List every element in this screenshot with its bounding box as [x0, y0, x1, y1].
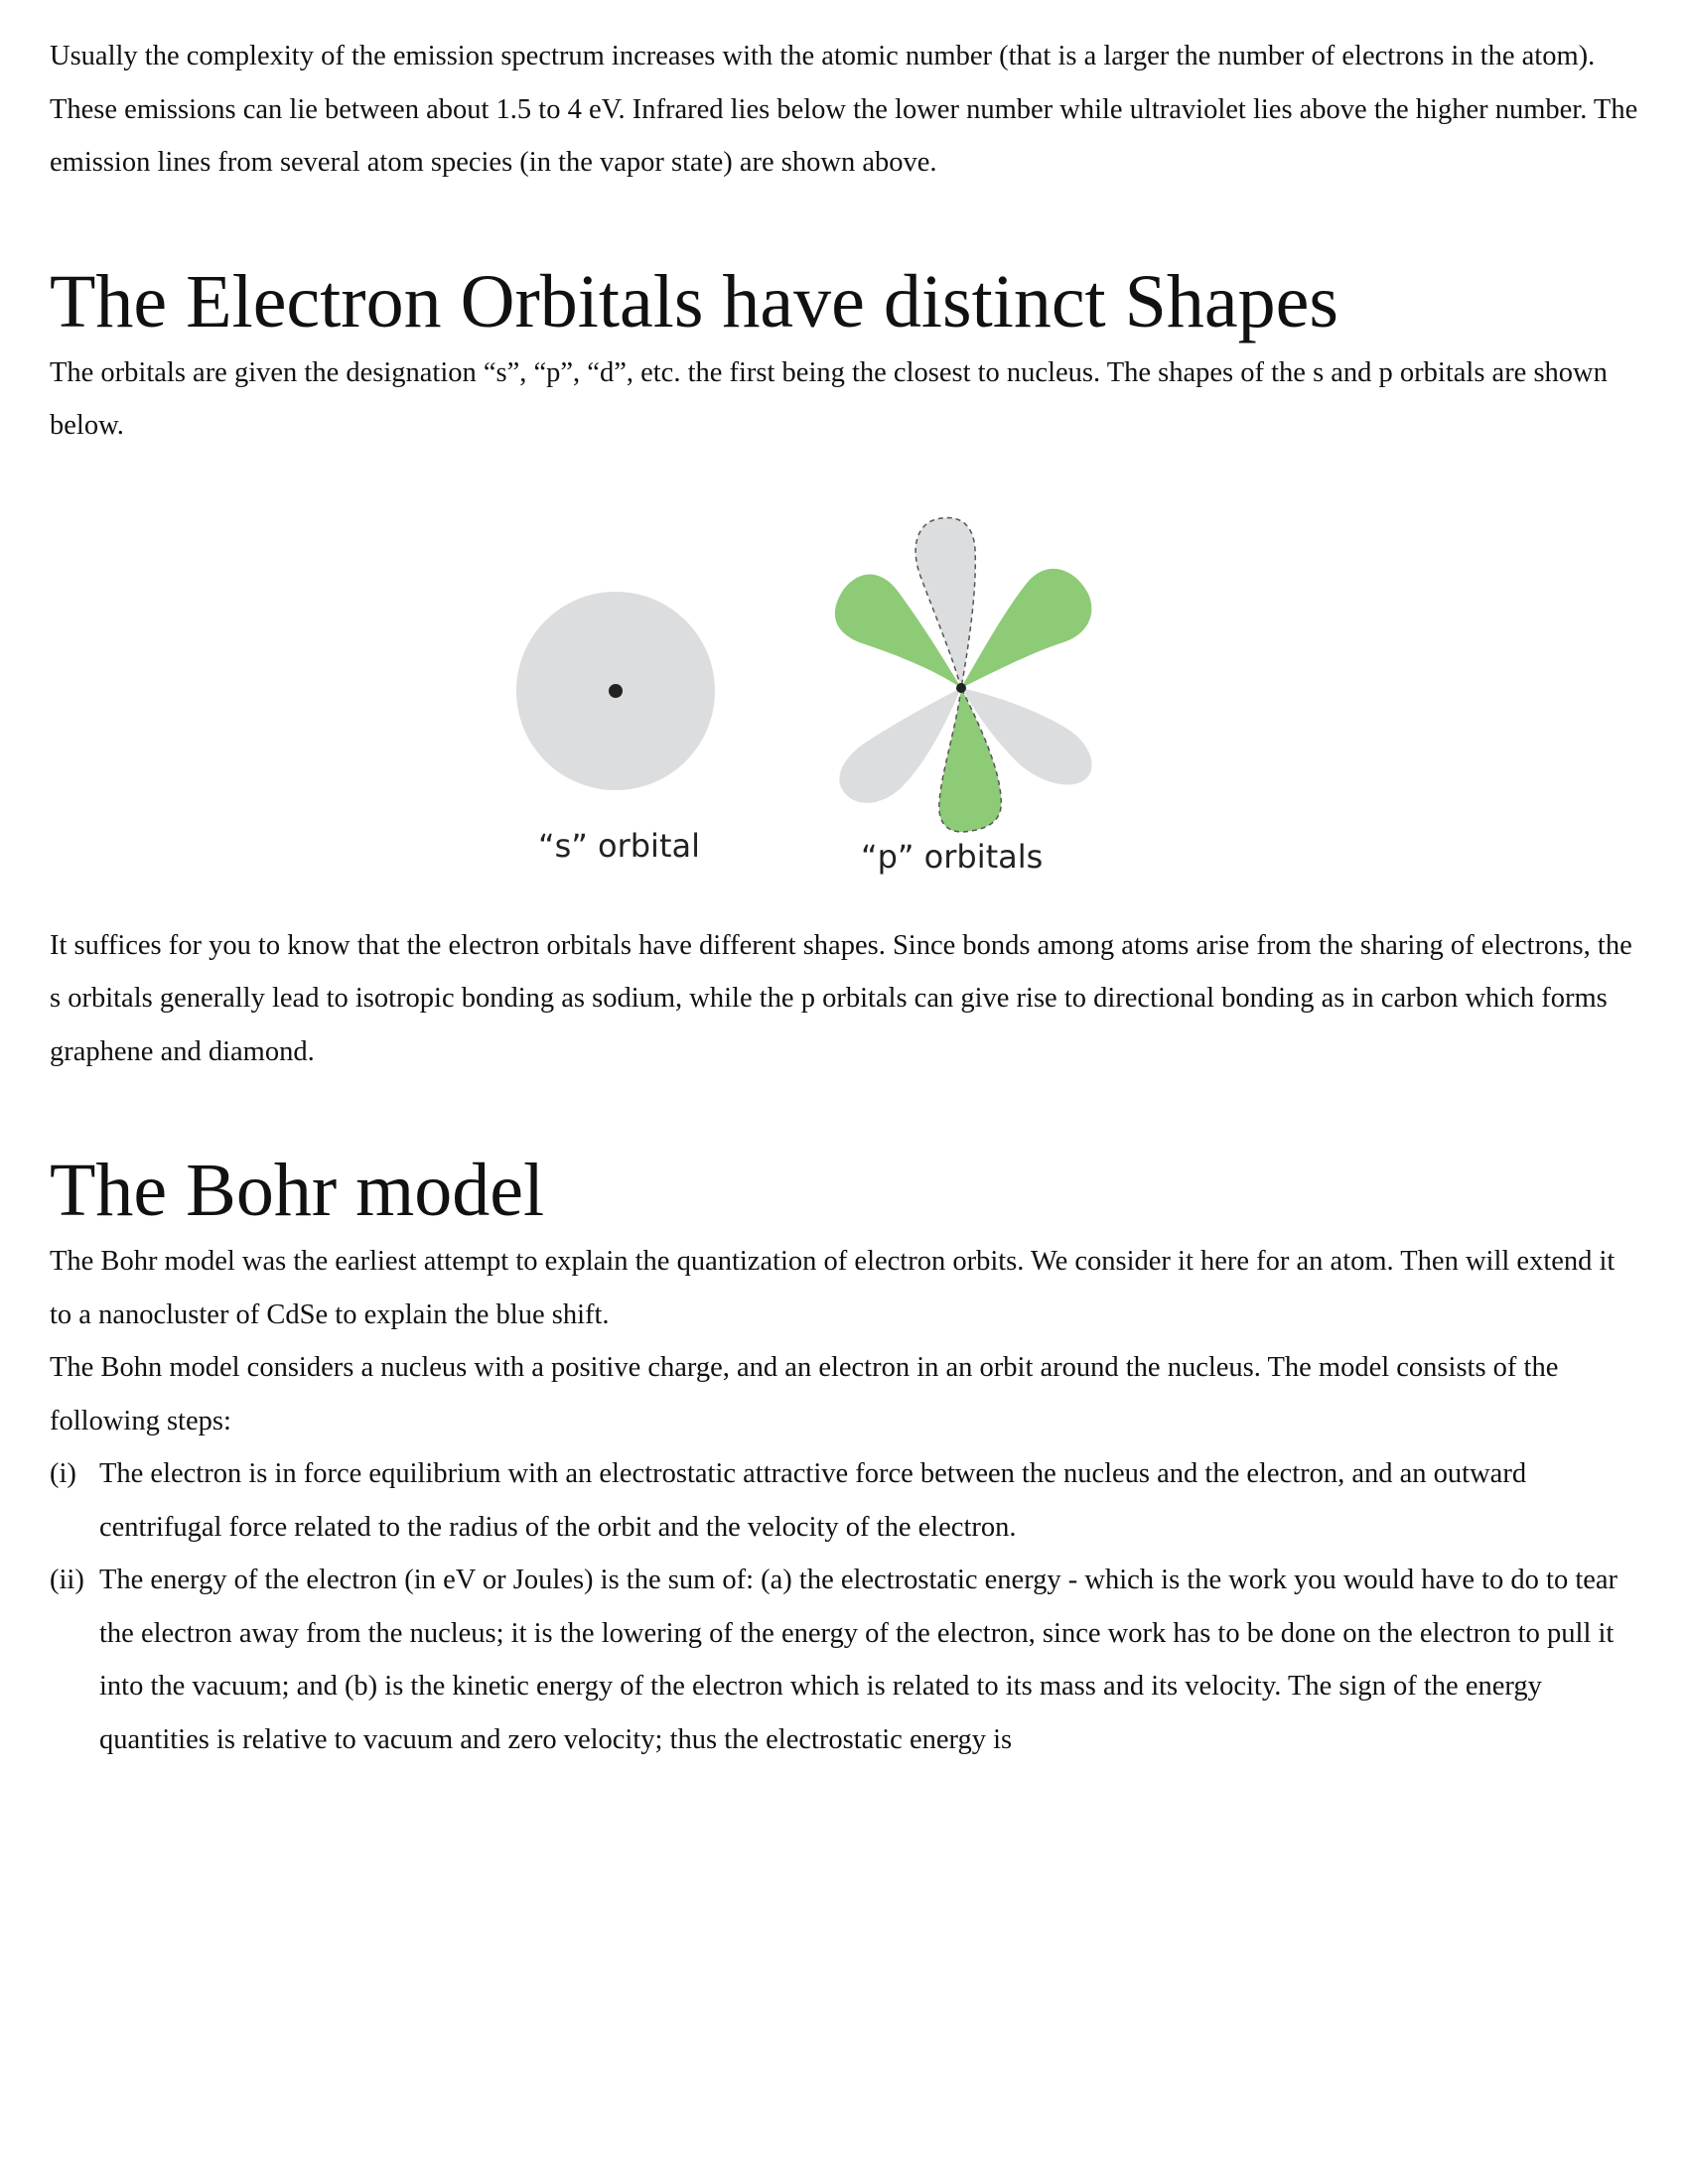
- s-orbital-caption: “s” orbital: [538, 826, 700, 865]
- document-page: [50, 30, 1638, 1766]
- intro-paragraph: Usually the complexity of the emission spectrum increases with the atomic number (that is a larger the number of electrons in the atom). These emissions can lie between about 1.5 to 4 eV. Infrared lies below the lower number while ultraviolet lies above the higher number. The emission lines from several atom species (in the vapor state) are shown above.: [50, 41, 1638, 178]
- orbital-figure: [50, 453, 1638, 919]
- section-heading-orbitals: The Electron Orbitals have distinct Shapes: [50, 259, 1338, 343]
- list-item-number: (i): [50, 1458, 76, 1489]
- p-orbital-lobe-upper-right: [961, 568, 1091, 687]
- bohr-paragraph-1: The Bohr model was the earliest attempt to explain the quantization of electron orbits. We consider it here for an atom. Then will extend it to a nanocluster of CdSe to explain the blue shift.: [50, 1246, 1616, 1330]
- orbitals-shapes-paragraph: It suffices for you to know that the electron orbitals have different shapes. Since bonds among atoms arise from the sharing of electrons, the s orbitals generally lead to isotropic bonding as sodium, while the p orbitals can give rise to directional bonding as in carbon which forms graphene and diamond.: [50, 929, 1632, 1067]
- p-orbitals-caption: “p” orbitals: [861, 837, 1044, 876]
- s-orbital-nucleus: [609, 684, 623, 698]
- p-orbital-nucleus: [956, 683, 966, 693]
- orbitals-intro-paragraph: The orbitals are given the designation “s”, “p”, “d”, etc. the first being the closest to nucleus. The shapes of the s and p orbitals are shown below.: [50, 356, 1608, 441]
- bohr-steps-list: [50, 1447, 1638, 1766]
- bohr-paragraph-2: The Bohn model considers a nucleus with a positive charge, and an electron in an orbit around the nucleus. The model consists of the following steps:: [50, 1352, 1559, 1436]
- list-item: [50, 1554, 1638, 1766]
- orbital-diagram: [50, 453, 1638, 919]
- list-item-text: The energy of the electron (in eV or Joules) is the sum of: (a) the electrostatic energy - which is the work you would have to do to tear the electron away from the nucleus; it is the lowering of the energy of the electron, since work has to be done on the electron to pull it into the vacuum; and (b) is the kinetic energy of the electron which is related to its mass and its velocity. The sign of the energy quantities is relative to vacuum and zero velocity; thus the electrostatic energy is: [99, 1565, 1618, 1755]
- list-item: [50, 1447, 1638, 1554]
- section-heading-bohr: The Bohr model: [50, 1149, 545, 1232]
- list-item-text: The electron is in force equilibrium with an electrostatic attractive force between the nucleus and the electron, and an outward centrifugal force related to the radius of the orbit and the velocity of the electron.: [99, 1458, 1527, 1543]
- list-item-number: (ii): [50, 1565, 84, 1595]
- p-orbitals-group: [835, 517, 1092, 831]
